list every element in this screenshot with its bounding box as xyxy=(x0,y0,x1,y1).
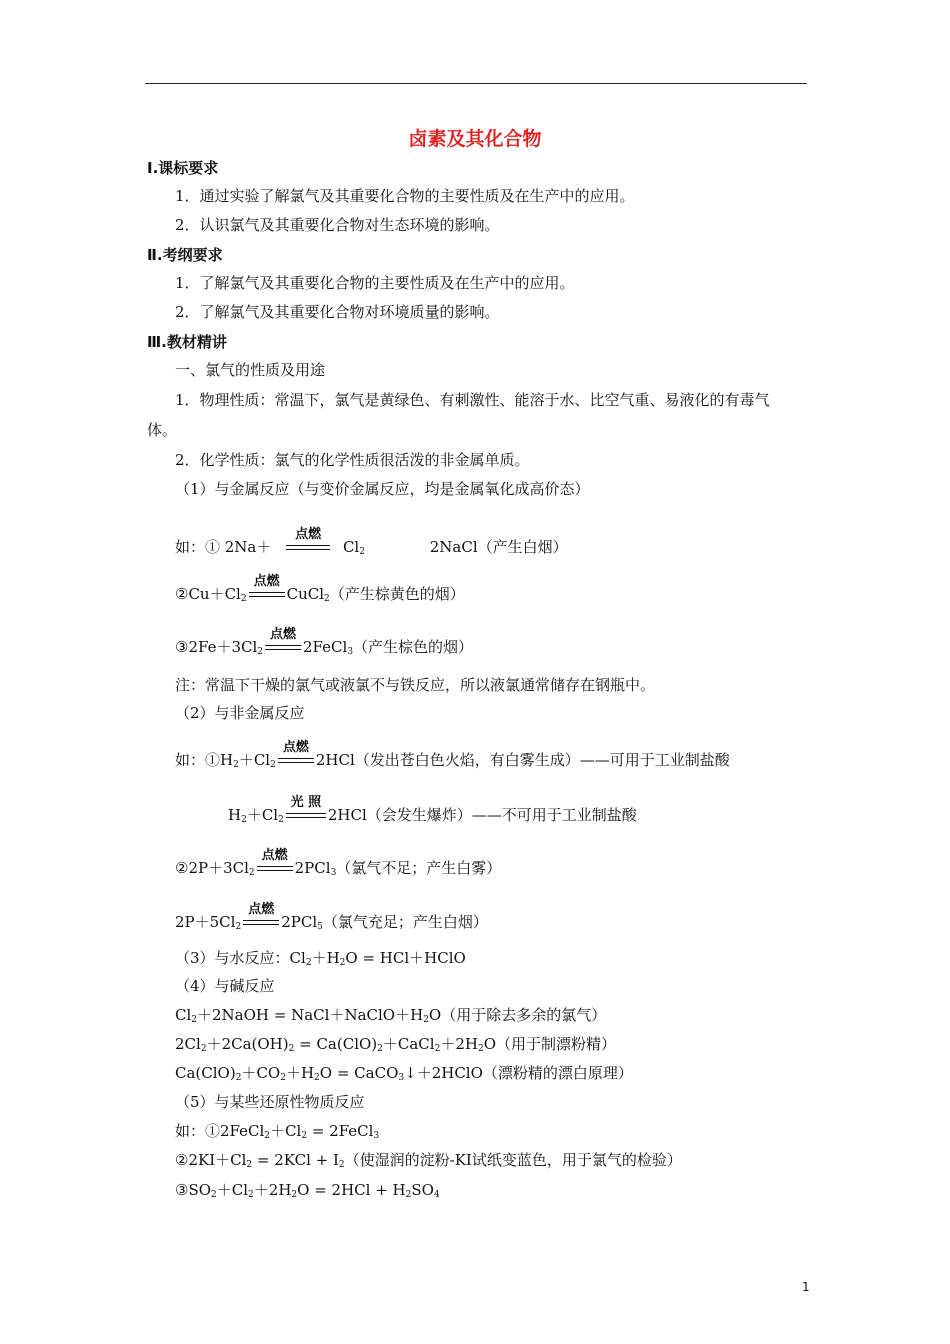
condition-arrow: 点燃 xyxy=(241,919,281,927)
section-heading-2: Ⅱ.考纲要求 xyxy=(147,246,223,264)
paragraph: 1．通过实验了解氯气及其重要化合物的主要性质及在生产中的应用。 xyxy=(175,187,635,205)
paragraph: （4）与碱反应 xyxy=(175,977,275,995)
equation: $Cl_2+2NaOH$ = $NaCl+NaClO+H_2O$（用于除去多余的氯气） xyxy=(175,1006,607,1025)
condition-arrow: 点燃 xyxy=(276,757,316,765)
equation: 如：① 2Na＋ 点燃 $Cl_2$ 2NaCl（产生白烟） xyxy=(175,527,568,557)
equation: $H_2+Cl_2$ 光 照 2HCl（会发生爆炸）——不可用于工业制盐酸 xyxy=(228,795,637,825)
section-heading-1: Ⅰ.课标要求 xyxy=(147,159,219,177)
equation: $2Cl_2+2Ca(OH)_2$ = $Ca(ClO)_2+CaCl_2+2H_2O$（用于制漂粉精） xyxy=(175,1035,616,1054)
equation: $③2Fe+3Cl_2$ 点燃 2FeCl$_3$（产生棕色的烟） xyxy=(175,627,474,657)
paragraph: 1．物理性质：常温下，氯气是黄绿色、有刺激性、能溶于水、比空气重、易液化的有毒气 xyxy=(175,391,770,409)
subheading: 一、氯气的性质及用途 xyxy=(175,361,326,379)
paragraph: 2．化学性质：氯气的化学性质很活泼的非金属单质。 xyxy=(175,451,530,469)
equation: 如：$①2FeCl_2+Cl_2$ = 2FeCl$_3$ xyxy=(175,1122,380,1141)
condition-arrow: 点燃 xyxy=(247,591,287,599)
page-number: 1 xyxy=(802,1280,810,1294)
equation: $2P+5Cl_2$ 点燃 2PCl$_5$（氯气充足；产生白烟） xyxy=(175,902,488,932)
equation: $②2P+3Cl_2$ 点燃 2PCl$_3$（氯气不足；产生白雾） xyxy=(175,848,502,878)
paragraph: 2．认识氯气及其重要化合物对生态环境的影响。 xyxy=(175,216,500,234)
section-heading-3: Ⅲ.教材精讲 xyxy=(147,333,227,351)
paragraph: （1）与金属反应（与变价金属反应，均是金属氧化成高价态） xyxy=(175,480,590,498)
equation: （3）与水反应：$Cl_2+H_2O$ = HCl＋HClO xyxy=(175,949,466,968)
header-rule xyxy=(145,83,807,84)
condition-arrow: 点燃 xyxy=(255,865,295,873)
equation: 如：$①H_2+Cl_2$ 点燃 2HCl（发出苍白色火焰，有白雾生成）——可用于工业制盐酸 xyxy=(175,740,730,770)
paragraph: （2）与非金属反应 xyxy=(175,704,305,722)
equation: $②2KI+Cl_2 = 2KCl + I_2$（使湿润的淀粉-KI试纸变蓝色，用于氯气的检验） xyxy=(175,1151,682,1170)
condition-arrow: 点燃 xyxy=(284,544,332,552)
paragraph: 体。 xyxy=(147,421,178,439)
paragraph: （5）与某些还原性物质反应 xyxy=(175,1093,365,1111)
note: 注：常温下干燥的氯气或液氯不与铁反应，所以液氯通常储存在钢瓶中。 xyxy=(175,676,656,694)
equation: $②Cu+Cl_2$ 点燃 CuCl$_2$（产生棕黄色的烟） xyxy=(175,574,465,604)
condition-arrow: 点燃 xyxy=(263,644,303,652)
page-title: 卤素及其化合物 xyxy=(408,128,542,150)
condition-arrow: 光 照 xyxy=(284,812,328,820)
equation: $③SO_2+Cl_2+2H_2O = 2HCl + H_2SO_4$ xyxy=(175,1181,440,1200)
paragraph: 1．了解氯气及其重要化合物的主要性质及在生产中的应用。 xyxy=(175,274,575,292)
paragraph: 2．了解氯气及其重要化合物对环境质量的影响。 xyxy=(175,303,500,321)
equation: $Ca(ClO)_2+CO_2+H_2O$ = CaCO$_3$↓＋2HClO（漂粉精的漂白原理） xyxy=(175,1064,633,1083)
